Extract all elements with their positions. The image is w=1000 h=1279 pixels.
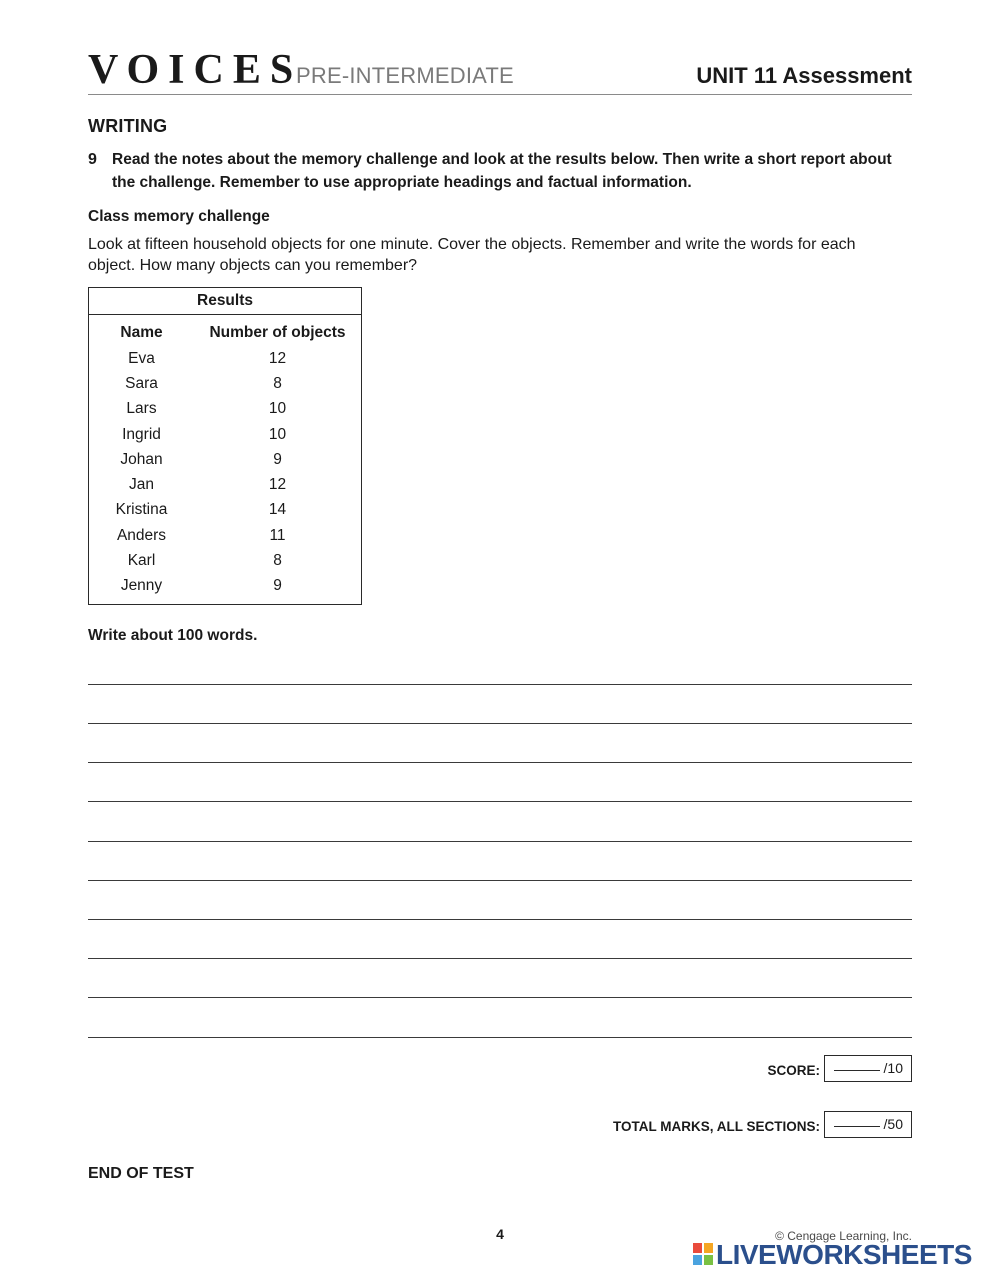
table-row — [89, 574, 361, 599]
table-row — [89, 346, 361, 371]
total-out-of: /50 — [883, 1116, 903, 1132]
name-cell: Eva — [128, 349, 155, 367]
header-divider — [88, 94, 912, 95]
total-blank[interactable] — [834, 1112, 880, 1127]
liveworksheets-wordmark: LIVEWORKSHEETS — [716, 1239, 972, 1270]
writing-line[interactable] — [88, 1037, 912, 1038]
liveworksheets-logo-icon — [693, 1243, 713, 1265]
score-label: SCORE: — [767, 1063, 820, 1078]
name-cell: Ingrid — [122, 425, 161, 443]
writing-line[interactable] — [88, 958, 912, 959]
number-cell: 12 — [268, 349, 287, 367]
name-cell: Jenny — [120, 577, 163, 595]
writing-line[interactable] — [88, 997, 912, 998]
copyright-notice: © Cengage Learning, Inc. — [775, 1229, 912, 1243]
table-row — [89, 523, 361, 548]
page-number: 4 — [496, 1226, 504, 1242]
word-count-instruction: Write about 100 words. — [88, 627, 258, 644]
table-row — [89, 422, 361, 447]
unit-title: UNIT 11 Assessment — [696, 63, 912, 88]
challenge-title: Class memory challenge — [88, 208, 270, 225]
writing-line[interactable] — [88, 801, 912, 802]
name-cell: Sara — [125, 374, 158, 392]
logo-tile — [693, 1255, 702, 1265]
column-header-name: Name — [120, 324, 163, 341]
table-row — [89, 548, 361, 573]
table-row — [89, 447, 361, 472]
logo-tile — [693, 1243, 702, 1253]
table-row — [89, 397, 361, 422]
total-marks-label: TOTAL MARKS, ALL SECTIONS: — [612, 1119, 820, 1134]
writing-line[interactable] — [88, 762, 912, 763]
column-header-number: Number of objects — [209, 324, 346, 341]
number-cell: 8 — [273, 374, 282, 392]
results-header-row — [89, 320, 361, 346]
name-cell: Johan — [120, 450, 163, 468]
total-marks-box[interactable] — [824, 1111, 912, 1138]
name-cell: Jan — [129, 476, 154, 494]
number-cell: 11 — [269, 526, 286, 544]
table-row — [89, 472, 361, 497]
brand-logo: VOICES — [88, 47, 303, 93]
score-box[interactable] — [824, 1055, 912, 1082]
question-number: 9 — [88, 151, 97, 168]
number-cell: 10 — [268, 425, 287, 443]
section-heading: WRITING — [88, 116, 168, 136]
number-cell: 9 — [273, 577, 282, 595]
score-out-of: /10 — [883, 1060, 903, 1076]
name-cell: Kristina — [115, 501, 168, 519]
results-grid — [89, 320, 361, 599]
name-cell: Anders — [116, 526, 167, 544]
results-table — [88, 287, 362, 605]
writing-line[interactable] — [88, 723, 912, 724]
logo-tile — [704, 1243, 713, 1253]
number-cell: 10 — [268, 400, 287, 418]
number-cell: 14 — [268, 501, 287, 519]
writing-line[interactable] — [88, 919, 912, 920]
table-row — [89, 498, 361, 523]
score-blank[interactable] — [834, 1056, 880, 1071]
table-row — [89, 371, 361, 396]
writing-line[interactable] — [88, 880, 912, 881]
level-label: PRE-INTERMEDIATE — [296, 63, 514, 88]
name-cell: Lars — [126, 400, 157, 418]
number-cell: 12 — [268, 476, 287, 494]
challenge-description: Look at fifteen household objects for one minute. Cover the objects. Remember and write the words for each object. How many objects can you remember? — [88, 236, 856, 274]
name-cell: Karl — [127, 552, 156, 570]
logo-tile — [704, 1255, 713, 1265]
question-text: Read the notes about the memory challenge and look at the results below. Then write a short report about the challenge. Remember to use appropriate headings and factual information. — [112, 151, 892, 191]
writing-line[interactable] — [88, 841, 912, 842]
number-cell: 8 — [273, 552, 282, 570]
writing-line[interactable] — [88, 684, 912, 685]
liveworksheets-watermark[interactable] — [693, 1238, 993, 1272]
number-cell: 9 — [273, 450, 282, 468]
end-of-test: END OF TEST — [88, 1165, 194, 1182]
results-title: Results — [89, 288, 361, 315]
